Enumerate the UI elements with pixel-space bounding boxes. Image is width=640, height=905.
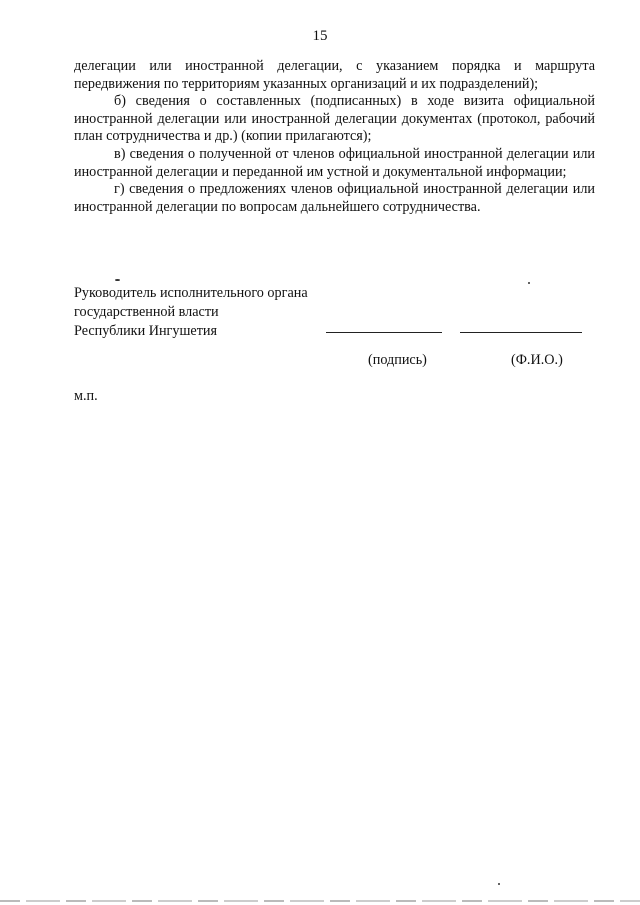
scan-edge-artifact [0,900,640,902]
paragraph-item-b: б) сведения о составленных (подписанных) в ходе визита официальной иностранной делегации или иностранной делегации документах (протокол, рабочий план сотрудничества и др.) (копии прилагаются); [74,93,595,145]
scan-speck [528,282,530,284]
signatory-position-line: государственной власти [74,304,219,320]
signatory-position-line: Руководитель исполнительного органа [74,285,308,301]
signatory-position-line: Республики Ингушетия [74,323,218,339]
fullname-blank-line [460,332,582,333]
paragraph-continuation: делегации или иностранной делегации, с указанием порядка и маршрута передвижения по территориям указанных организаций и их подразделений); [74,58,595,92]
stamp-place-label: м.п. [74,388,98,404]
paragraph-item-v: в) сведения о полученной от членов официальной иностранной делегации или иностранной делегации и переданной им устной и документальной информации; [74,145,595,180]
scan-speck [115,279,120,281]
body-text [74,58,595,216]
fullname-caption: (Ф.И.О.) [511,352,563,368]
paragraph-item-g: г) сведения о предложениях членов официальной иностранной делегации или иностранной делегации по вопросам дальнейшего сотрудничества. [74,181,595,215]
page-number: 15 [312,28,328,44]
signatory-position [74,284,308,341]
signature-blank-line [326,332,442,333]
scan-speck [498,883,500,885]
signature-caption: (подпись) [368,352,427,368]
